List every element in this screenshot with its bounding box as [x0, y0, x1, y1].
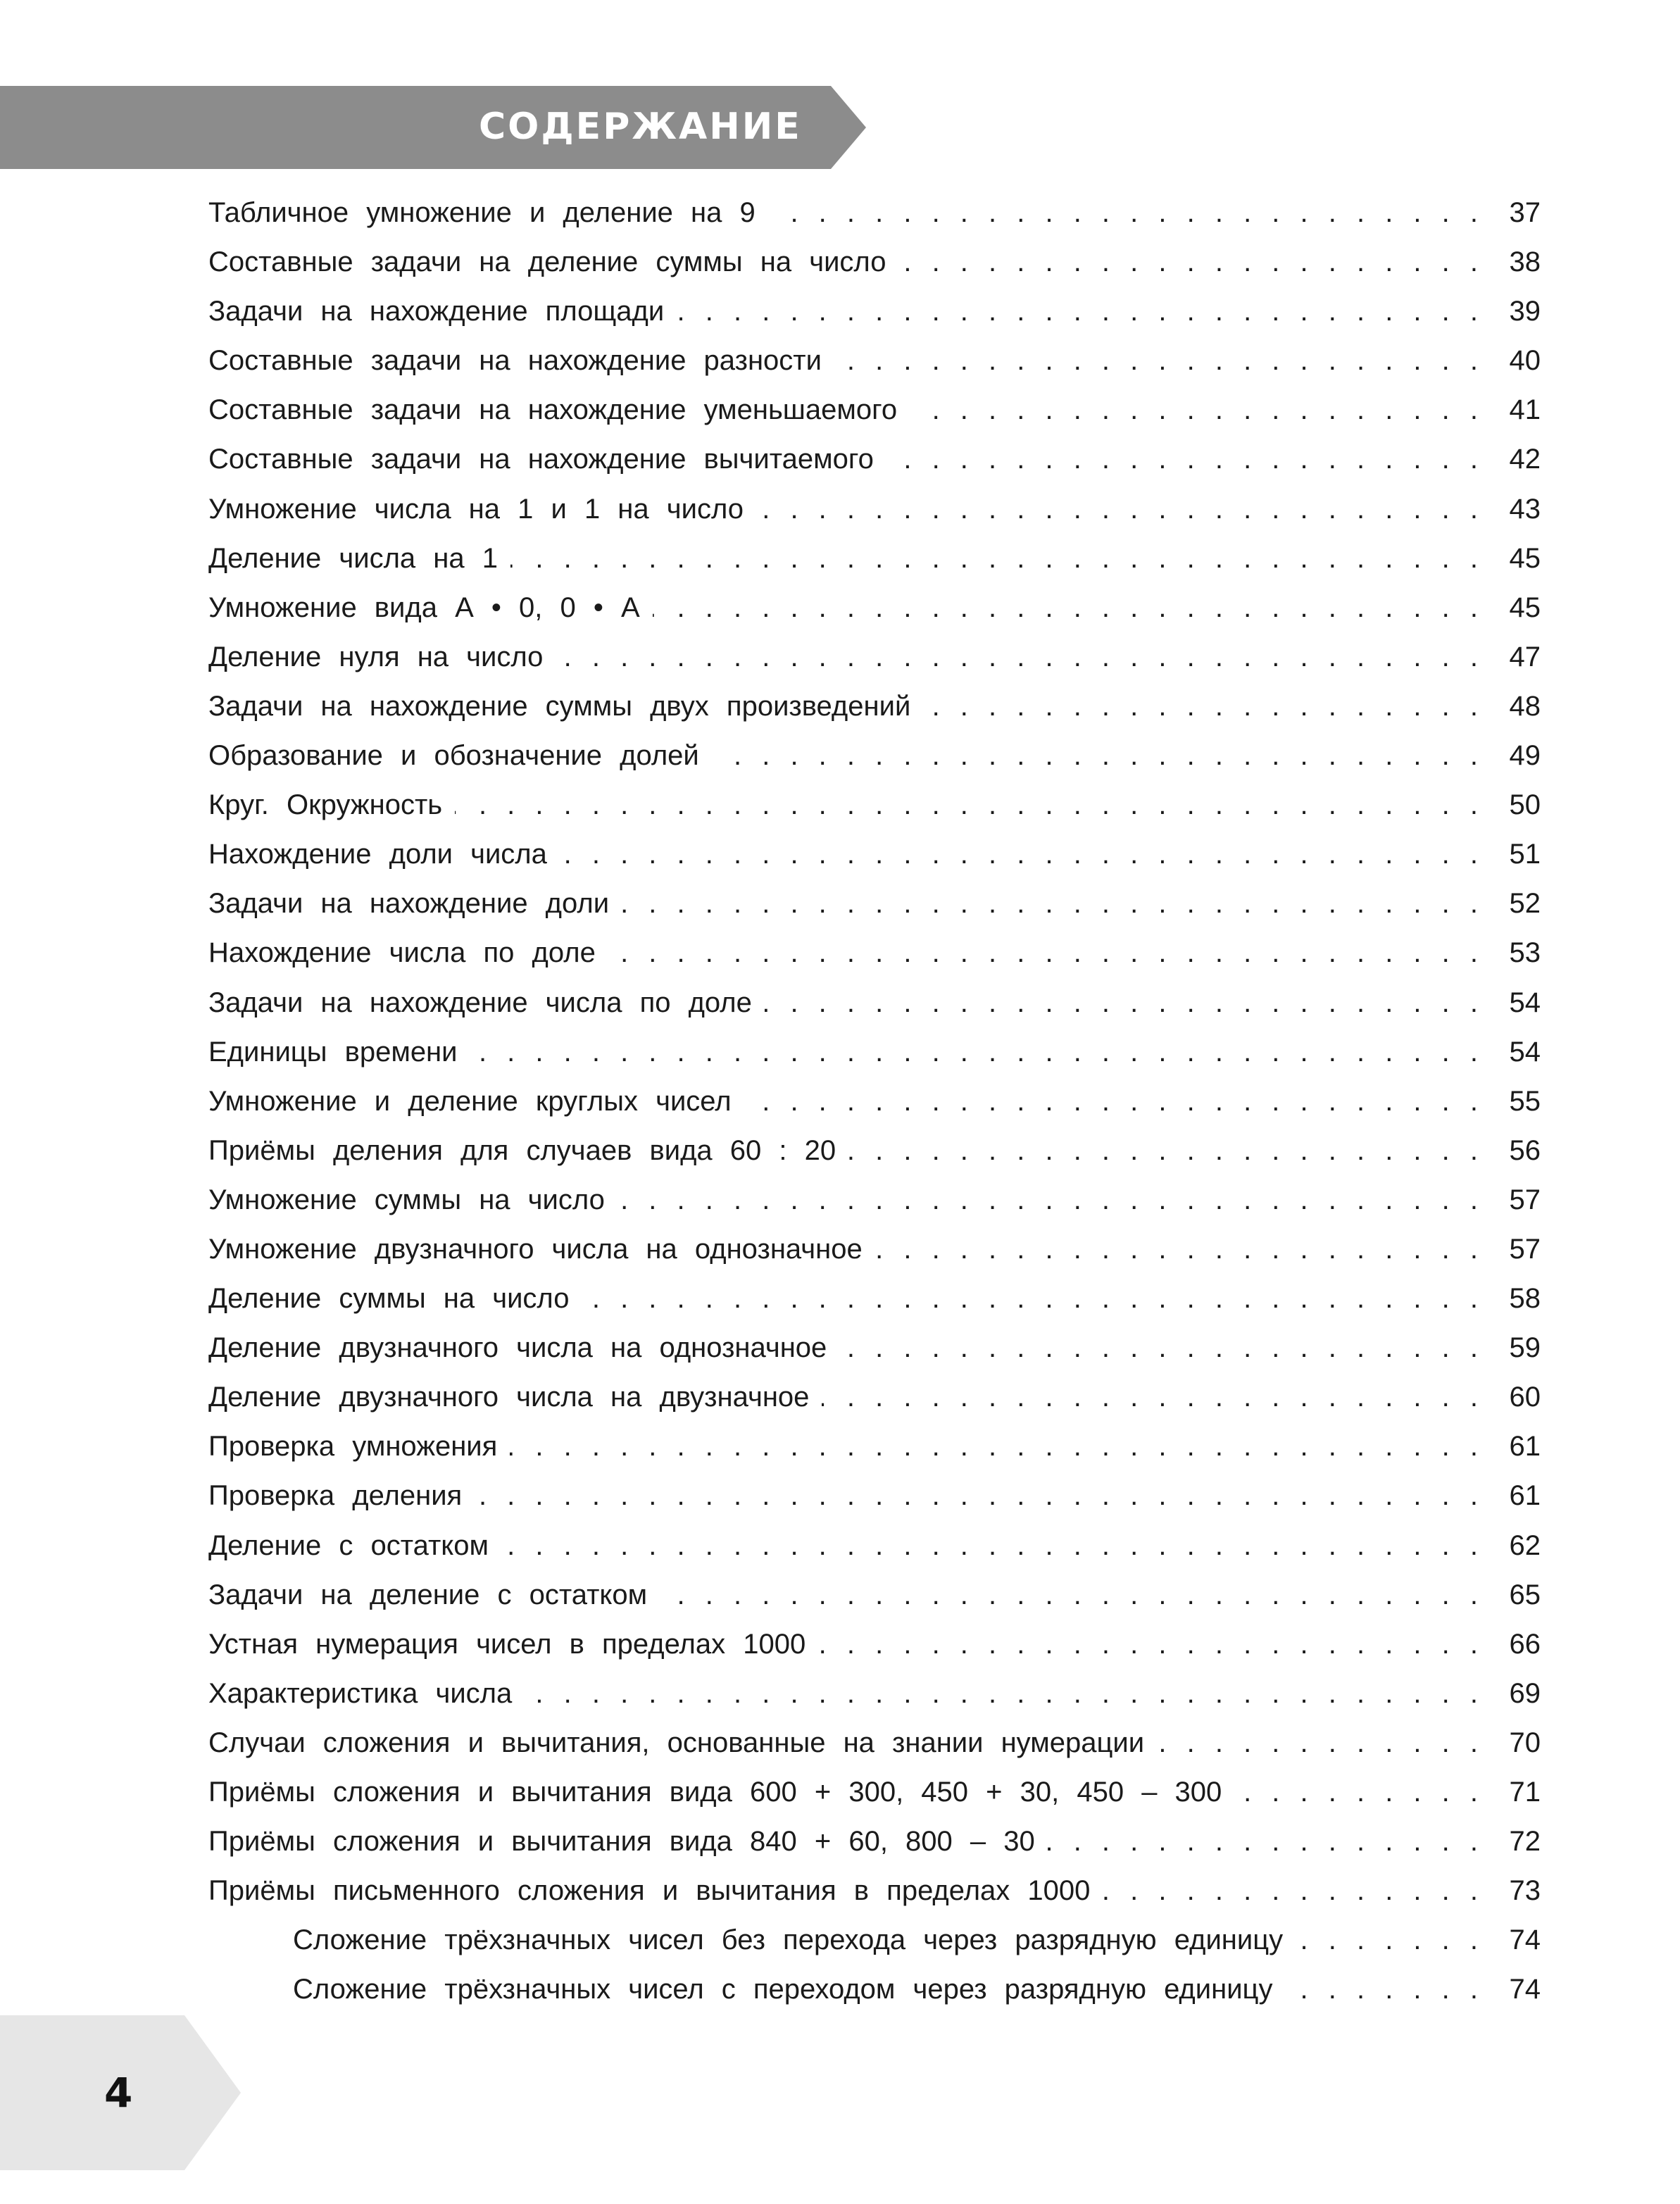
toc-entry-page: 45 [1509, 542, 1541, 574]
toc-dot-leader [608, 937, 1484, 969]
toc-entry-title: Деление двузначного числа на однозначное [208, 1332, 827, 1364]
toc-dot-leader [510, 543, 1484, 575]
toc-entry-page: 57 [1509, 1233, 1541, 1265]
toc-entry-title: Задачи на нахождение суммы двух произведений [208, 690, 911, 722]
toc-entry-page: 38 [1509, 246, 1541, 278]
toc-entry-page: 40 [1509, 345, 1541, 377]
toc-entry [208, 1234, 1541, 1283]
toc-entry-title: Задачи на нахождение числа по доле [208, 987, 752, 1018]
toc-dot-leader [744, 1086, 1484, 1117]
toc-entry [208, 789, 1541, 839]
toc-entry-title: Нахождение числа по доле [208, 937, 596, 969]
toc-entry [208, 987, 1541, 1037]
toc-entry-page: 74 [1509, 1924, 1541, 1956]
toc-entry-page: 62 [1509, 1529, 1541, 1561]
toc-entry-title: Умножение вида А • 0, 0 • А [208, 591, 640, 623]
toc-entry-page: 39 [1509, 296, 1541, 327]
toc-entry-title: Образование и обозначение долей [208, 740, 699, 772]
toc-dot-leader [834, 345, 1484, 377]
toc-entry-page: 51 [1509, 839, 1541, 870]
toc-entry-title: Круг. Окружность [208, 789, 443, 821]
toc-dot-leader [839, 1332, 1484, 1364]
toc-entry-page: 70 [1509, 1727, 1541, 1758]
toc-entry [208, 543, 1541, 592]
toc-entry-title: Приёмы сложения и вычитания вида 600 + 300, 450 + 30, 450 – 300 [208, 1777, 1222, 1808]
toc-entry-page: 47 [1509, 641, 1541, 672]
toc-entry [208, 1332, 1541, 1382]
toc-entry [208, 296, 1541, 345]
toc-entry-title: Деление двузначного числа на двузначное [208, 1382, 810, 1413]
toc-entry-title: Деление числа на 1 [208, 542, 498, 574]
toc-entry-page: 69 [1509, 1677, 1541, 1709]
toc-entry-title: Случаи сложения и вычитания, основанные на знании нумерации [208, 1727, 1145, 1758]
toc-dot-leader [618, 1184, 1484, 1216]
toc-entry-title: Табличное умножение и деление на 9 [208, 197, 756, 228]
toc-subentry [208, 1924, 1541, 1974]
toc-entry-title: Составные задачи на нахождение вычитаемого [208, 444, 874, 475]
toc-entry-page: 61 [1509, 1431, 1541, 1463]
toc-entry-page: 37 [1509, 197, 1541, 228]
toc-entry [208, 1480, 1541, 1529]
toc-entry [208, 197, 1541, 246]
toc-dot-leader [923, 691, 1484, 722]
toc-entry-page: 53 [1509, 937, 1541, 969]
toc-entry-page: 66 [1509, 1628, 1541, 1660]
toc-entry-title: Деление с остатком [208, 1529, 489, 1561]
toc-entry-title: Умножение числа на 1 и 1 на число [208, 493, 744, 525]
toc-dot-leader [848, 1135, 1484, 1167]
toc-dot-leader [756, 494, 1484, 525]
toc-dot-leader [1234, 1777, 1484, 1808]
toc-entry-title: Приёмы деления для случаев вида 60 : 20 [208, 1134, 836, 1166]
toc-entry [208, 1283, 1541, 1332]
toc-entry [208, 937, 1541, 987]
toc-entry-page: 58 [1509, 1283, 1541, 1315]
toc-entry [208, 1086, 1541, 1135]
toc-entry-page: 65 [1509, 1579, 1541, 1610]
toc-entry-title: Деление нуля на число [208, 641, 544, 672]
toc-entry-page: 60 [1509, 1382, 1541, 1413]
toc-entry [208, 1530, 1541, 1579]
toc-entry-title: Умножение двузначного числа на однозначное [208, 1233, 863, 1265]
toc-entry-title: Задачи на деление с остатком [208, 1579, 648, 1610]
toc-entry [208, 1431, 1541, 1480]
toc-dot-leader [560, 839, 1484, 870]
toc-dot-leader [556, 641, 1484, 673]
toc-dot-leader [501, 1530, 1484, 1562]
table-of-contents [208, 197, 1541, 2023]
toc-entry [208, 444, 1541, 493]
toc-subentry [208, 1974, 1541, 2023]
toc-entry [208, 1826, 1541, 1875]
toc-dot-leader [510, 1431, 1484, 1463]
toc-entry-page: 54 [1509, 1036, 1541, 1067]
toc-entry [208, 740, 1541, 789]
toc-entry [208, 1184, 1541, 1234]
toc-entry [208, 888, 1541, 937]
toc-entry-title: Составные задачи на деление суммы на число [208, 246, 886, 278]
toc-entry-page: 74 [1509, 1974, 1541, 2005]
toc-dot-leader [898, 246, 1484, 278]
toc-entry-page: 71 [1509, 1777, 1541, 1808]
toc-entry [208, 494, 1541, 543]
toc-entry-title: Нахождение доли числа [208, 839, 547, 870]
toc-entry [208, 345, 1541, 394]
toc-dot-leader [653, 592, 1484, 624]
toc-dot-leader [1103, 1875, 1484, 1907]
toc-entry-page: 43 [1509, 493, 1541, 525]
toc-entry-page: 56 [1509, 1134, 1541, 1166]
toc-dot-leader [818, 1629, 1484, 1660]
toc-entry-page: 45 [1509, 591, 1541, 623]
toc-dot-leader [875, 1234, 1484, 1265]
toc-entry [208, 1382, 1541, 1431]
toc-entry-page: 61 [1509, 1480, 1541, 1512]
toc-entry [208, 1727, 1541, 1777]
toc-entry [208, 641, 1541, 691]
toc-entry-title: Характеристика числа [208, 1677, 513, 1709]
toc-dot-leader [1048, 1826, 1484, 1858]
toc-entry-page: 73 [1509, 1875, 1541, 1907]
toc-entry-title: Составные задачи на нахождение уменьшаемого [208, 394, 898, 426]
toc-entry-title: Сложение трёхзначных чисел без перехода через разрядную единицу [293, 1924, 1284, 1956]
toc-dot-leader [677, 296, 1484, 327]
toc-entry-title: Приёмы сложения и вычитания вида 840 + 60, 800 – 30 [208, 1826, 1035, 1858]
toc-dot-leader [660, 1579, 1484, 1611]
toc-dot-leader [475, 1480, 1484, 1512]
toc-dot-leader [470, 1037, 1485, 1068]
toc-dot-leader [525, 1678, 1484, 1710]
toc-dot-leader [886, 444, 1484, 475]
toc-dot-leader [1157, 1727, 1484, 1759]
toc-entry [208, 1037, 1541, 1086]
toc-dot-leader [910, 394, 1484, 426]
toc-entry-title: Задачи на нахождение площади [208, 296, 665, 327]
toc-entry-page: 49 [1509, 740, 1541, 772]
toc-entry-title: Составные задачи на нахождение разности [208, 345, 822, 377]
toc-entry-title: Устная нумерация чисел в пределах 1000 [208, 1628, 806, 1660]
page-number: 4 [104, 2069, 133, 2117]
toc-entry-page: 57 [1509, 1184, 1541, 1215]
toc-dot-leader [622, 888, 1484, 920]
toc-entry-title: Приёмы письменного сложения и вычитания в пределах 1000 [208, 1875, 1091, 1907]
toc-entry [208, 1875, 1541, 1924]
page-title: СОДЕРЖАНИЕ [479, 106, 802, 148]
toc-entry [208, 592, 1541, 641]
toc-entry-page: 54 [1509, 987, 1541, 1018]
toc-entry-title: Сложение трёхзначных чисел с переходом через разрядную единицу [293, 1974, 1273, 2005]
toc-dot-leader [582, 1283, 1484, 1315]
toc-entry-page: 72 [1509, 1826, 1541, 1858]
toc-entry-page: 52 [1509, 888, 1541, 920]
toc-entry-page: 50 [1509, 789, 1541, 821]
toc-entry-title: Умножение и деление круглых чисел [208, 1085, 732, 1117]
toc-entry [208, 1678, 1541, 1727]
toc-entry [208, 1777, 1541, 1826]
toc-entry [208, 839, 1541, 888]
toc-entry [208, 1579, 1541, 1629]
toc-entry-title: Деление суммы на число [208, 1283, 570, 1315]
toc-entry [208, 1135, 1541, 1184]
toc-entry [208, 394, 1541, 444]
toc-dot-leader [822, 1382, 1484, 1413]
toc-dot-leader [1285, 1974, 1484, 2005]
toc-entry-page: 42 [1509, 444, 1541, 475]
toc-entry [208, 246, 1541, 296]
toc-entry-title: Умножение суммы на число [208, 1184, 605, 1215]
toc-dot-leader [712, 740, 1484, 772]
toc-entry-title: Задачи на нахождение доли [208, 888, 610, 920]
toc-entry-page: 59 [1509, 1332, 1541, 1364]
toc-dot-leader [1296, 1924, 1484, 1956]
toc-entry [208, 1629, 1541, 1678]
toc-dot-leader [765, 987, 1484, 1019]
toc-dot-leader [455, 789, 1484, 821]
toc-entry-title: Проверка деления [208, 1480, 463, 1512]
toc-entry-page: 48 [1509, 690, 1541, 722]
toc-entry-title: Проверка умножения [208, 1431, 498, 1463]
toc-entry-title: Единицы времени [208, 1036, 458, 1067]
toc-dot-leader [768, 197, 1484, 229]
toc-entry-page: 55 [1509, 1085, 1541, 1117]
toc-entry-page: 41 [1509, 394, 1541, 426]
toc-entry [208, 691, 1541, 740]
